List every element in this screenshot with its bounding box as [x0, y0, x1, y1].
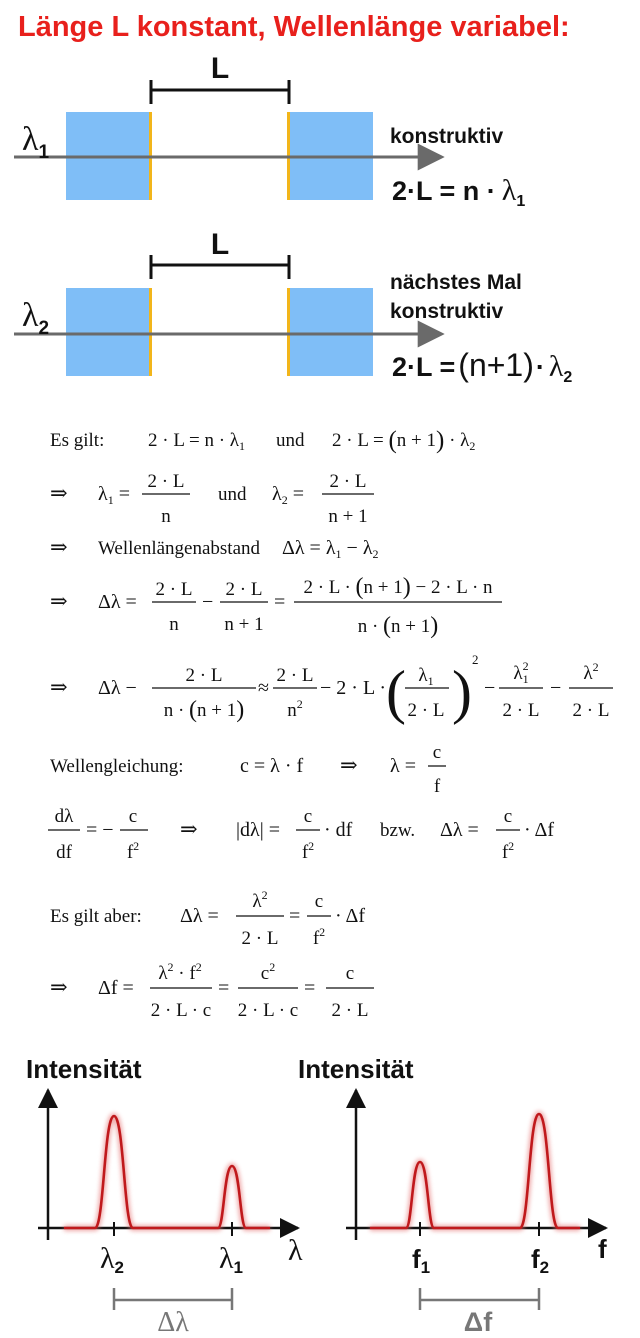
equation-1a: $2 \cdot L = n \cdot \lambda_1$ [148, 430, 245, 453]
derivation [48, 427, 613, 1021]
spacing-label: Δλ [157, 1307, 189, 1338]
tick-label-lambda-2: λ2 [100, 1242, 125, 1277]
frac-num: c [432, 742, 442, 763]
frac-den: 2 · L [502, 700, 540, 721]
und-label: und [276, 430, 305, 451]
frac-num: 2 · L [329, 471, 367, 492]
abs-dlambda: |dλ| = [236, 819, 280, 841]
frac-num: $\lambda_12$ [513, 659, 529, 686]
wavelength-label: $\lambda_2$ [22, 297, 50, 339]
frac-num: 2 · L [276, 665, 314, 686]
x-axis-label: λ [288, 1234, 303, 1267]
frac-den: n [169, 614, 179, 635]
y-axis-label: Intensität [26, 1054, 142, 1084]
es-gilt-aber-label: Es gilt aber: [50, 906, 142, 927]
frac-den: n · (n + 1) [357, 613, 439, 639]
und-label: und [218, 484, 247, 505]
frac-num: 2 · L · (n + 1) − 2 · L · n [303, 574, 493, 600]
minus-term: − 2 · L · [320, 677, 387, 699]
frac-den: 2 · L [572, 700, 610, 721]
implies-arrow: ⇒ [180, 817, 198, 841]
page-title: Länge L konstant, Wellenlänge variabel: [18, 11, 570, 43]
frac-num: $\lambda^2$ [583, 660, 599, 684]
peak-curve-glow [64, 1116, 270, 1228]
implies-arrow: ⇒ [340, 753, 358, 777]
constructive-label: konstruktiv [390, 125, 504, 148]
tick-label-f-1: f1 [412, 1244, 431, 1277]
minus-sign: − [550, 677, 562, 699]
frac-num: 2 · L [225, 579, 263, 600]
frac-den: 2 · L [407, 700, 445, 721]
frac-den: n + 1 [328, 506, 368, 527]
length-label: L [210, 228, 230, 261]
frac-den: 2 · L [241, 928, 279, 949]
minus-sign: − [202, 591, 214, 613]
mirror-left [66, 288, 150, 376]
next-constructive-label-2: konstruktiv [390, 300, 504, 323]
frac-num: 2 · L [147, 471, 185, 492]
equals-sign: = [304, 977, 316, 999]
frac-den: df [56, 842, 72, 863]
frac-num: $\lambda^2$ [252, 888, 268, 912]
frac-den: $f^2$ [501, 839, 515, 863]
frac-num: 2 · L [155, 579, 193, 600]
next-constructive-label-1: nächstes Mal [390, 271, 522, 294]
y-axis-label: Intensität [298, 1054, 414, 1084]
frac-num: c [503, 806, 513, 827]
equals-sign: = [218, 977, 230, 999]
cavity-1 [14, 52, 525, 210]
implies-arrow: ⇒ [50, 975, 68, 999]
frac-den: 2 · L · c [150, 1000, 212, 1021]
wave-equation: c = λ · f [240, 755, 304, 777]
frac-den: 2 · L [331, 1000, 369, 1021]
frac-den: $n^2$ [287, 697, 303, 721]
frequency-spectrum-plot [298, 1054, 607, 1337]
frac-num: c [314, 891, 324, 912]
bzw-label: bzw. [380, 820, 416, 841]
frac-den: 2 · L · c [237, 1000, 299, 1021]
lambda-lhs: λ = [390, 755, 416, 777]
peak-curve [370, 1114, 580, 1228]
times-delta-f: · Δf [335, 905, 366, 927]
es-gilt-label: Es gilt: [50, 430, 105, 451]
mirror-right-edge [287, 288, 290, 376]
approx-sign: ≈ [258, 677, 269, 699]
resonance-equation: $2\cdot L =(n+1)\cdot \lambda_2$ [392, 347, 573, 386]
delta-f-lhs: Δf = [98, 977, 134, 999]
cavity-2 [14, 228, 572, 386]
implies-arrow: ⇒ [50, 589, 68, 613]
wavelength-label: $\lambda_1$ [22, 121, 50, 163]
frac-den: $f^2$ [126, 839, 140, 863]
tick-label-lambda-1: λ1 [219, 1242, 244, 1277]
frac-num: 2 · L [185, 665, 223, 686]
minus-sign: − [484, 677, 496, 699]
wellenlaengenabstand-label: Wellenlängenabstand [98, 538, 261, 559]
delta-lambda-lhs: Δλ = [180, 905, 219, 927]
frac-num: $\lambda^2 \cdot f^2$ [158, 960, 202, 984]
big-paren-open: ( [386, 659, 406, 725]
lambda2-lhs: $\lambda_2$ = [272, 483, 304, 507]
frac-den: $f^2$ [301, 839, 315, 863]
length-label: L [210, 52, 230, 85]
lambda1-lhs: $\lambda_1$ = [98, 483, 130, 507]
equals-sign: = [289, 905, 301, 927]
delta-lambda-lhs: Δλ = [98, 591, 137, 613]
implies-arrow: ⇒ [50, 481, 68, 505]
resonance-equation: $2\cdot L = n \cdot \lambda_1$ [392, 174, 526, 210]
frac-num: $\lambda_1$ [418, 665, 434, 688]
equals-sign: = [274, 591, 286, 613]
frac-num: $c^2$ [260, 960, 276, 984]
frac-den: n [161, 506, 171, 527]
frac-num: c [345, 963, 355, 984]
times-df: · df [324, 819, 353, 841]
big-paren-close: ) [452, 659, 472, 725]
spacing-label: Δf [463, 1307, 493, 1337]
frac-den: n + 1 [224, 614, 264, 635]
wavelength-spectrum-plot [26, 1054, 303, 1338]
frac-num: c [303, 806, 313, 827]
delta-lambda-def: $\Delta\lambda = \lambda_1 - \lambda_2$ [282, 537, 379, 561]
frac-num: dλ [54, 806, 74, 827]
frac-den: f [433, 776, 441, 797]
implies-arrow: ⇒ [50, 675, 68, 699]
times-delta-f: · Δf [524, 819, 555, 841]
exponent: 2 [472, 652, 479, 667]
frac-den: n · (n + 1) [163, 697, 245, 723]
delta-lambda-lhs: Δλ = [440, 819, 479, 841]
wellengleichung-label: Wellengleichung: [50, 756, 184, 777]
mirror-right [289, 288, 373, 376]
frac-num: c [128, 806, 138, 827]
equals-minus: = − [86, 819, 114, 841]
implies-arrow: ⇒ [50, 535, 68, 559]
frac-den: $f^2$ [312, 925, 326, 949]
tick-label-f-2: f2 [531, 1244, 550, 1277]
mirror-left-edge [149, 288, 152, 376]
x-axis-label: f [598, 1234, 607, 1264]
equation-1b: $2 \cdot L = (n + 1) \cdot \lambda_2$ [332, 427, 476, 454]
delta-lambda-lhs: Δλ − [98, 677, 137, 699]
